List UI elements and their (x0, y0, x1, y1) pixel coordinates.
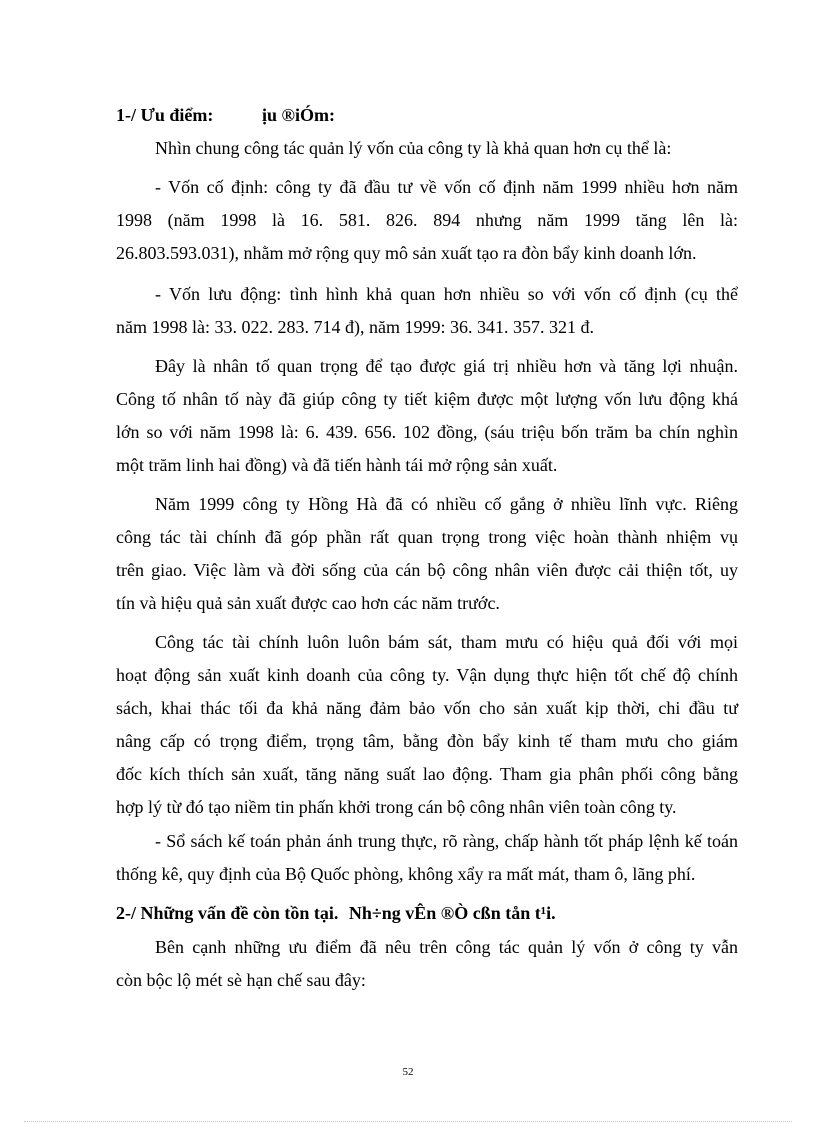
heading-garbled-text: ịu ®iÓm: (262, 105, 335, 125)
page-number: 52 (402, 1066, 414, 1078)
paragraph-line: - Sổ sách kế toán phản ánh trung thực, rõ ràng, chấp hành tốt pháp lệnh kế toán (155, 831, 738, 851)
paragraph-line: Công tố nhân tố này đã giúp công ty tiết kiệm được một lượng vốn lưu động khá (116, 389, 738, 409)
paragraph-line: công tác tài chính đã góp phần rất quan trọng trong việc hoàn thành nhiệm vụ (116, 527, 738, 547)
paragraph-line: Năm 1999 công ty Hồng Hà đã có nhiều cố gắng ở nhiều lĩnh vực. Riêng (155, 494, 738, 514)
paragraph-line: trên giao. Việc làm và đời sống của cán bộ công nhân viên được cải thiện tốt, uy (116, 560, 738, 580)
heading-text: 1-/ Ưu điểm: (116, 105, 214, 125)
paragraph-line: 26.803.593.031), nhằm mở rộng quy mô sản xuất tạo ra đòn bẩy kinh doanh lớn. (116, 243, 697, 263)
paragraph-line: Công tác tài chính luôn luôn bám sát, tham mưu có hiệu quả đối với mọi (155, 632, 738, 652)
paragraph-line: - Vốn lưu động: tình hình khả quan hơn nhiều so với vốn cố định (cụ thể (155, 284, 738, 304)
paragraph-line: Nhìn chung công tác quản lý vốn của công ty là khả quan hơn cụ thể là: (155, 138, 672, 158)
paragraph-line: năm 1998 là: 33. 022. 283. 714 đ), năm 1999: 36. 341. 357. 321 đ. (116, 317, 594, 337)
paragraph-line: Đây là nhân tố quan trọng để tạo được giá trị nhiều hơn và tăng lợi nhuận. (155, 356, 738, 376)
heading-garbled-text: Nh÷ng vÊn ®Ò cßn tån t¹i. (348, 903, 556, 923)
paragraph-line: thống kê, quy định của Bộ Quốc phòng, không xẩy ra mất mát, tham ô, lãng phí. (116, 864, 696, 884)
paragraph-line: hợp lý từ đó tạo niềm tin phấn khởi trong cán bộ công nhân viên toàn công ty. (116, 797, 677, 817)
paragraph-line: 1998 (năm 1998 là 16. 581. 826. 894 nhưng năm 1999 tăng lên là: (116, 210, 738, 230)
paragraph-line: tín và hiệu quả sản xuất được cao hơn các năm trước. (116, 593, 500, 613)
paragraph-line: một trăm linh hai đồng) và đã tiến hành tái mở rộng sản xuất. (116, 455, 558, 475)
paragraph-line: - Vốn cố định: công ty đã đầu tư về vốn cố định năm 1999 nhiều hơn năm (155, 177, 738, 197)
section-heading-issues (116, 902, 556, 924)
paragraph-line: đốc kích thích sản xuất, tăng năng suất lao động. Tham gia phân phối công bằng (116, 764, 738, 784)
paragraph-line: còn bộc lộ mét sè hạn chế sau đây: (116, 970, 366, 990)
section-heading-advantages (116, 104, 335, 126)
paragraph-line: hoạt động sản xuất kinh doanh của công ty. Vận dụng thực hiện tốt chế độ chính (116, 665, 738, 685)
heading-text: 2-/ Những vấn đề còn tồn tại. (116, 903, 339, 923)
paragraph-line: nâng cấp có trọng điểm, trọng tâm, bằng đòn bẩy kinh tế tham mưu cho giám (116, 731, 738, 751)
paragraph-line: Bên cạnh những ưu điểm đã nêu trên công tác quản lý vốn ở công ty vẫn (155, 937, 738, 957)
paragraph-line: lớn so với năm 1998 là: 6. 439. 656. 102 đồng, (sáu triệu bốn trăm ba chín nghìn (116, 422, 738, 442)
page-bottom-divider (24, 1121, 792, 1122)
paragraph-line: sách, khai thác tối đa khả năng đảm bảo vốn cho sản xuất kịp thời, chi đầu tư (116, 698, 738, 718)
